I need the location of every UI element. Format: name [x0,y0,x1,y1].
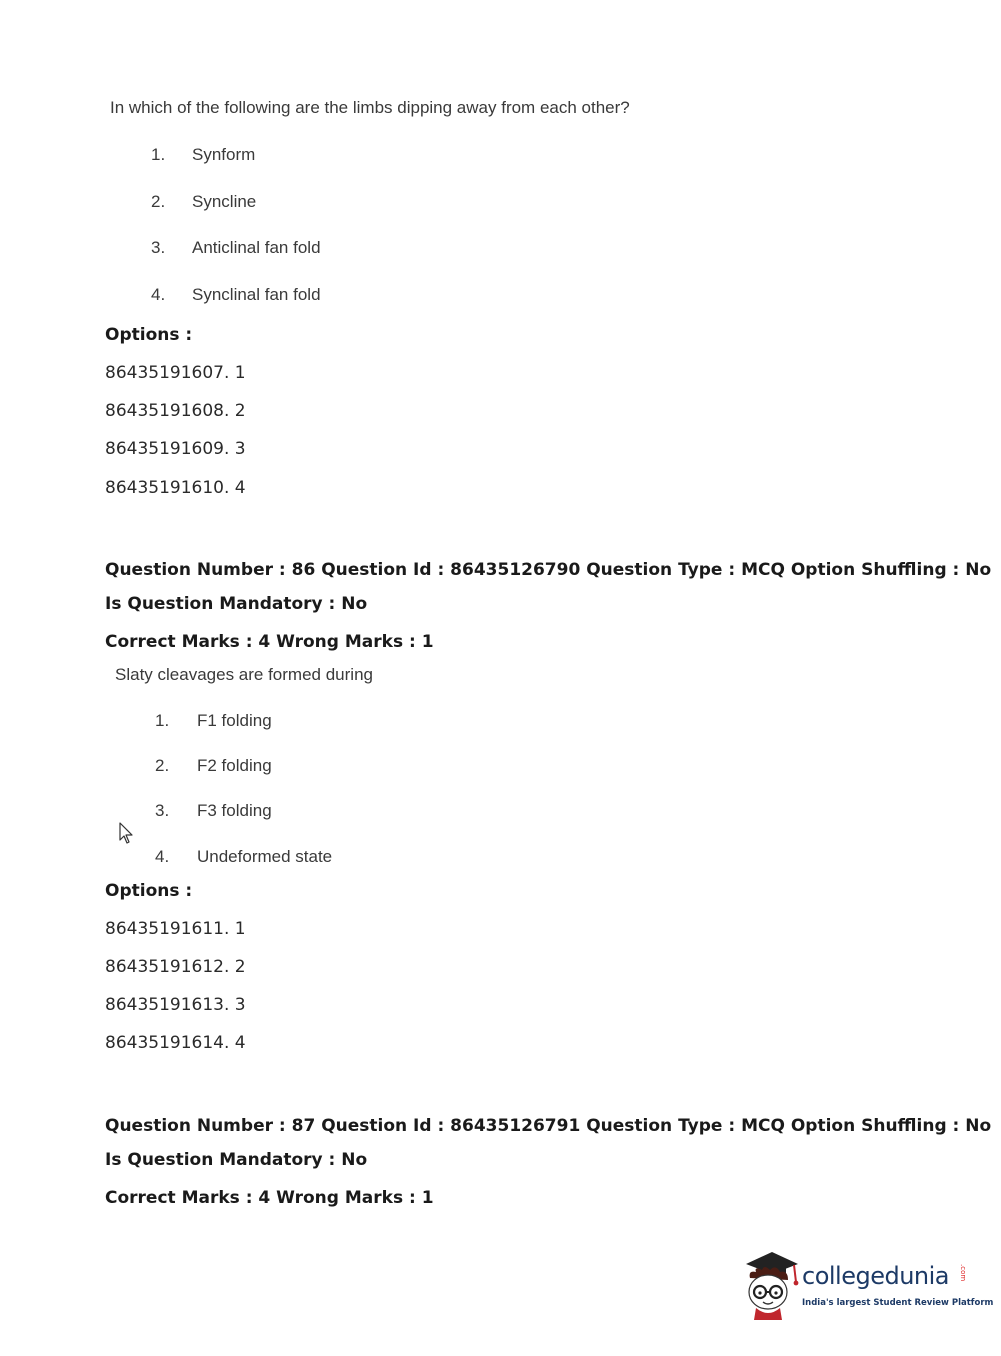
q85-item-4-num: 4. [151,285,166,304]
q85-option-id-1: 86435191607. 1 [105,363,246,383]
q86-mandatory: Is Question Mandatory : No [105,594,368,614]
q87-mandatory: Is Question Mandatory : No [105,1150,368,1170]
logo-wordmark: collegedunia [802,1262,950,1290]
q86-header: Question Number : 86 Question Id : 86435126790 Question Type : MCQ Option Shuffling : No [105,560,992,580]
q85-option-id-3: 86435191609. 3 [105,439,246,459]
q86-item-2-num: 2. [155,756,170,775]
q87-marks: Correct Marks : 4 Wrong Marks : 1 [105,1188,434,1208]
collegedunia-logo[interactable] [738,1248,994,1320]
q85-question-text: In which of the following are the limbs dipping away from each other? [110,98,630,117]
mouse-pointer-icon [119,822,135,846]
student-mascot-icon [738,1248,800,1320]
q85-item-4-text: Synclinal fan fold [192,285,321,304]
q86-options-label: Options : [105,881,193,901]
q86-question-text: Slaty cleavages are formed during [115,665,373,684]
q86-item-4-num: 4. [155,847,170,866]
q85-item-2-num: 2. [151,192,166,211]
q85-options-label: Options : [105,325,193,345]
q85-item-1-num: 1. [151,145,166,164]
q86-item-2-text: F2 folding [197,756,272,775]
logo-tagline: India's largest Student Review Platform [802,1298,994,1308]
q87-header: Question Number : 87 Question Id : 86435126791 Question Type : MCQ Option Shuffling : No [105,1116,992,1136]
q86-marks: Correct Marks : 4 Wrong Marks : 1 [105,632,434,652]
q85-item-2-text: Syncline [192,192,257,211]
q85-item-1-text: Synform [192,145,256,164]
q85-item-3-text: Anticlinal fan fold [192,238,321,257]
q85-option-id-4: 86435191610. 4 [105,478,246,498]
q86-option-id-2: 86435191612. 2 [105,957,246,977]
q85-option-id-2: 86435191608. 2 [105,401,246,421]
q86-item-1-num: 1. [155,711,170,730]
q86-item-3-text: F3 folding [197,801,272,820]
q86-option-id-3: 86435191613. 3 [105,995,246,1015]
q86-option-id-4: 86435191614. 4 [105,1033,246,1053]
q85-item-3-num: 3. [151,238,166,257]
q86-item-3-num: 3. [155,801,170,820]
logo-com-suffix: .com [959,1264,967,1282]
q86-item-4-text: Undeformed state [197,847,333,866]
q86-option-id-1: 86435191611. 1 [105,919,246,939]
q86-item-1-text: F1 folding [197,711,272,730]
